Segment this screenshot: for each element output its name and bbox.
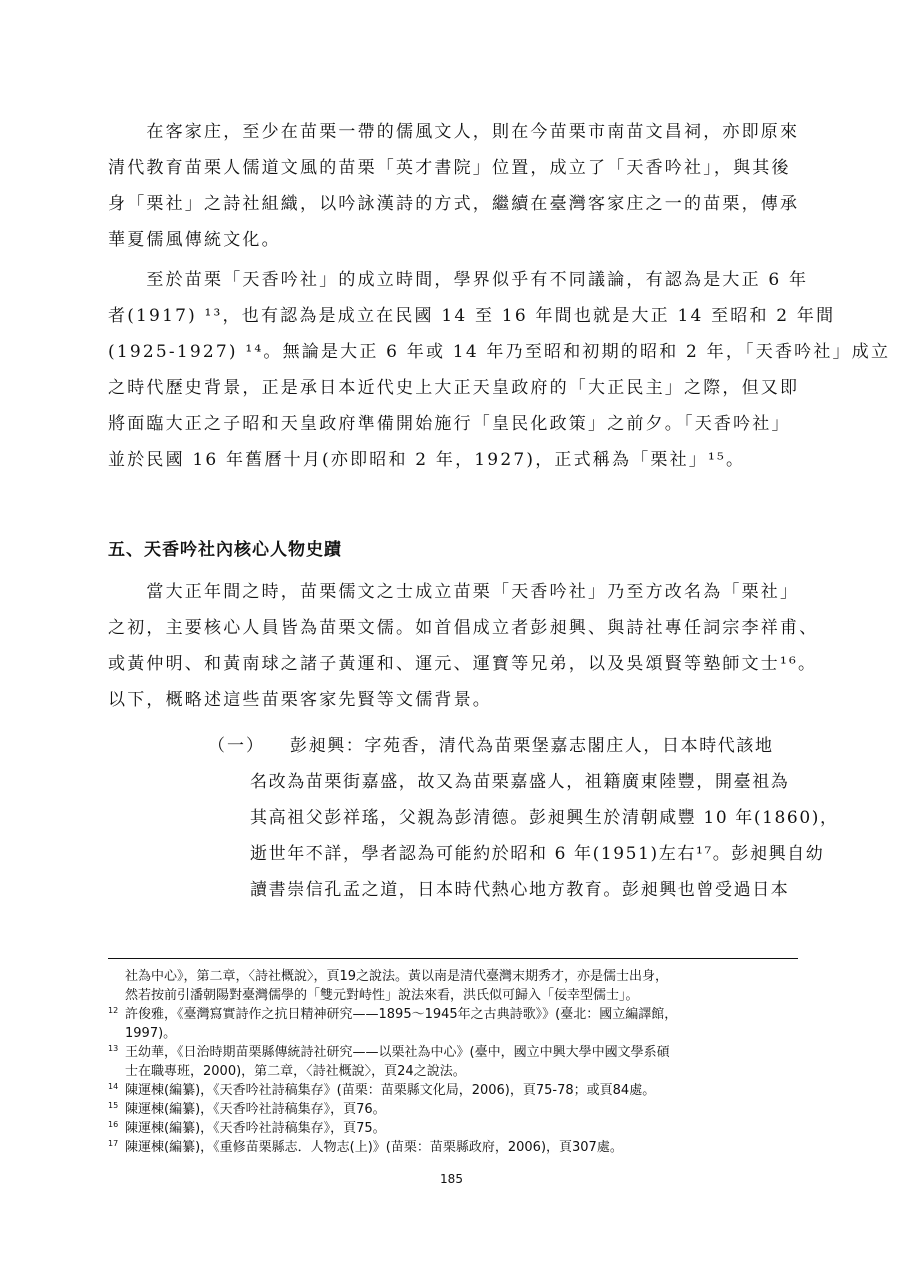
text-line: 名改為苗栗街嘉盛，故又為苗栗嘉盛人，祖籍廣東陸豐，開臺祖為 xyxy=(250,772,790,792)
text-line: 其高祖父彭祥瑤，父親為彭清德。彭昶興生於清朝咸豐 10 年(1860)， xyxy=(250,808,839,828)
text-line: (1925-1927) ¹⁴。無論是大正 6 年或 14 年乃至昭和初期的昭和 2 年，「天香吟社」成立 xyxy=(108,342,891,362)
footnote-text: 1997)。 xyxy=(125,1026,177,1041)
footnote-text: 許俊雅，《臺灣寫實詩作之抗日精神研究——1895～1945年之古典詩歌》》(臺北：國立編譯館， xyxy=(125,1007,678,1022)
footnote xyxy=(108,967,808,986)
footnote xyxy=(108,1005,808,1024)
text-line: 讀書崇信孔孟之道，日本時代熱心地方教育。彭昶興也曾受過日本 xyxy=(250,880,790,900)
text-line: 逝世年不詳，學者認為可能約於昭和 6 年(1951)左右¹⁷。彭昶興自幼 xyxy=(250,844,825,864)
footnote xyxy=(108,1043,808,1062)
text-line: 以下，概略述這些苗栗客家先賢等文儒背景。 xyxy=(108,690,492,710)
footnote-text: 陳運棟(編纂)，《天香吟社詩稿集存》(苗栗：苗栗縣文化局，2006)，頁75-78；或頁84處。 xyxy=(125,1083,656,1098)
paragraph-1 xyxy=(108,114,798,258)
footnotes xyxy=(108,967,808,1157)
text-line: 並於民國 16 年舊曆十月(亦即昭和 2 年，1927)，正式稱為「栗社」¹⁵。 xyxy=(108,450,746,470)
paragraph-3 xyxy=(108,574,819,718)
footnote-text: 陳運棟(編纂)，《天香吟社詩稿集存》，頁75。 xyxy=(125,1121,386,1136)
footnote-text: 陳運棟(編纂)，《重修苗栗縣志．人物志(上)》(苗栗：苗栗縣政府，2006)，頁307處。 xyxy=(125,1140,623,1155)
text-line: 當大正年間之時，苗栗儒文之士成立苗栗「天香吟社」乃至方改名為「栗社」 xyxy=(108,582,800,602)
text-line: 清代教育苗栗人儒道文風的苗栗「英才書院」位置，成立了「天香吟社」，與其後 xyxy=(108,158,791,178)
footnote xyxy=(108,1081,808,1100)
footnote-text: 王幼華，《日治時期苗栗縣傳統詩社研究——以栗社為中心》(臺中，國立中興大學中國文學系碩 xyxy=(125,1045,670,1060)
footnote-text: 陳運棟(編纂)，《天香吟社詩稿集存》，頁76。 xyxy=(125,1102,386,1117)
section-heading: 五、天香吟社內核心人物史蹟 xyxy=(108,540,342,560)
footnote xyxy=(108,1024,808,1043)
footnote-text: 士在職專班，2000)，第二章，〈詩社概說〉，頁24之說法。 xyxy=(125,1064,466,1079)
text-line: 在客家庄，至少在苗栗一帶的儒風文人，則在今苗栗市南苗文昌祠，亦即原來 xyxy=(108,122,800,142)
footnote xyxy=(108,1138,808,1157)
footnote xyxy=(108,1119,808,1138)
footnote-number: 12 xyxy=(108,1006,119,1015)
text-line: 之時代歷史背景，正是承日本近代史上大正天皇政府的「大正民主」之際，但又即 xyxy=(108,378,800,398)
text-line: 將面臨大正之子昭和天皇政府準備開始施行「皇民化政策」之前夕。「天香吟社」 xyxy=(108,414,791,434)
footnote-number: 14 xyxy=(108,1082,119,1091)
text-line: 者(1917) ¹³，也有認為是成立在民國 14 至 16 年間也就是大正 14 至昭和 2 年間 xyxy=(108,306,836,326)
footnote-number: 13 xyxy=(108,1044,119,1053)
footnote-text: 然若按前引潘朝陽對臺灣儒學的「雙元對峙性」說法來看，洪氏似可歸入「佞幸型儒士」。 xyxy=(125,988,639,1003)
footnote-number: 16 xyxy=(108,1120,119,1129)
text-line: 之初，主要核心人員皆為苗栗文儒。如首倡成立者彭昶興、與詩社專任詞宗李祥甫、 xyxy=(108,618,819,638)
footnote xyxy=(108,1100,808,1119)
footnote xyxy=(108,1062,808,1081)
text-line: 彭昶興：字苑香，清代為苗栗堡嘉志閣庄人，日本時代該地 xyxy=(290,736,774,756)
list-marker: （一） xyxy=(208,736,265,756)
footnote-text: 社為中心》，第二章，〈詩社概說〉，頁19之說法。黃以南是清代臺灣末期秀才，亦是儒士出身， xyxy=(125,969,669,984)
text-line: 或黃仲明、和黃南球之諸子黃運和、運元、運寶等兄弟，以及吳頌賢等塾師文士¹⁶。 xyxy=(108,654,818,674)
footnote-divider xyxy=(108,958,798,959)
footnote-number: 15 xyxy=(108,1101,119,1110)
paragraph-2 xyxy=(108,262,891,478)
text-line: 至於苗栗「天香吟社」的成立時間，學界似乎有不同議論，有認為是大正 6 年 xyxy=(108,270,809,290)
page-number: 185 xyxy=(440,1172,463,1186)
list-item-body xyxy=(250,728,839,908)
text-line: 華夏儒風傳統文化。 xyxy=(108,230,281,250)
text-line: 身「栗社」之詩社組織，以吟詠漢詩的方式，繼續在臺灣客家庄之一的苗栗，傳承 xyxy=(108,194,800,214)
footnote-number: 17 xyxy=(108,1139,119,1148)
footnote xyxy=(108,986,808,1005)
